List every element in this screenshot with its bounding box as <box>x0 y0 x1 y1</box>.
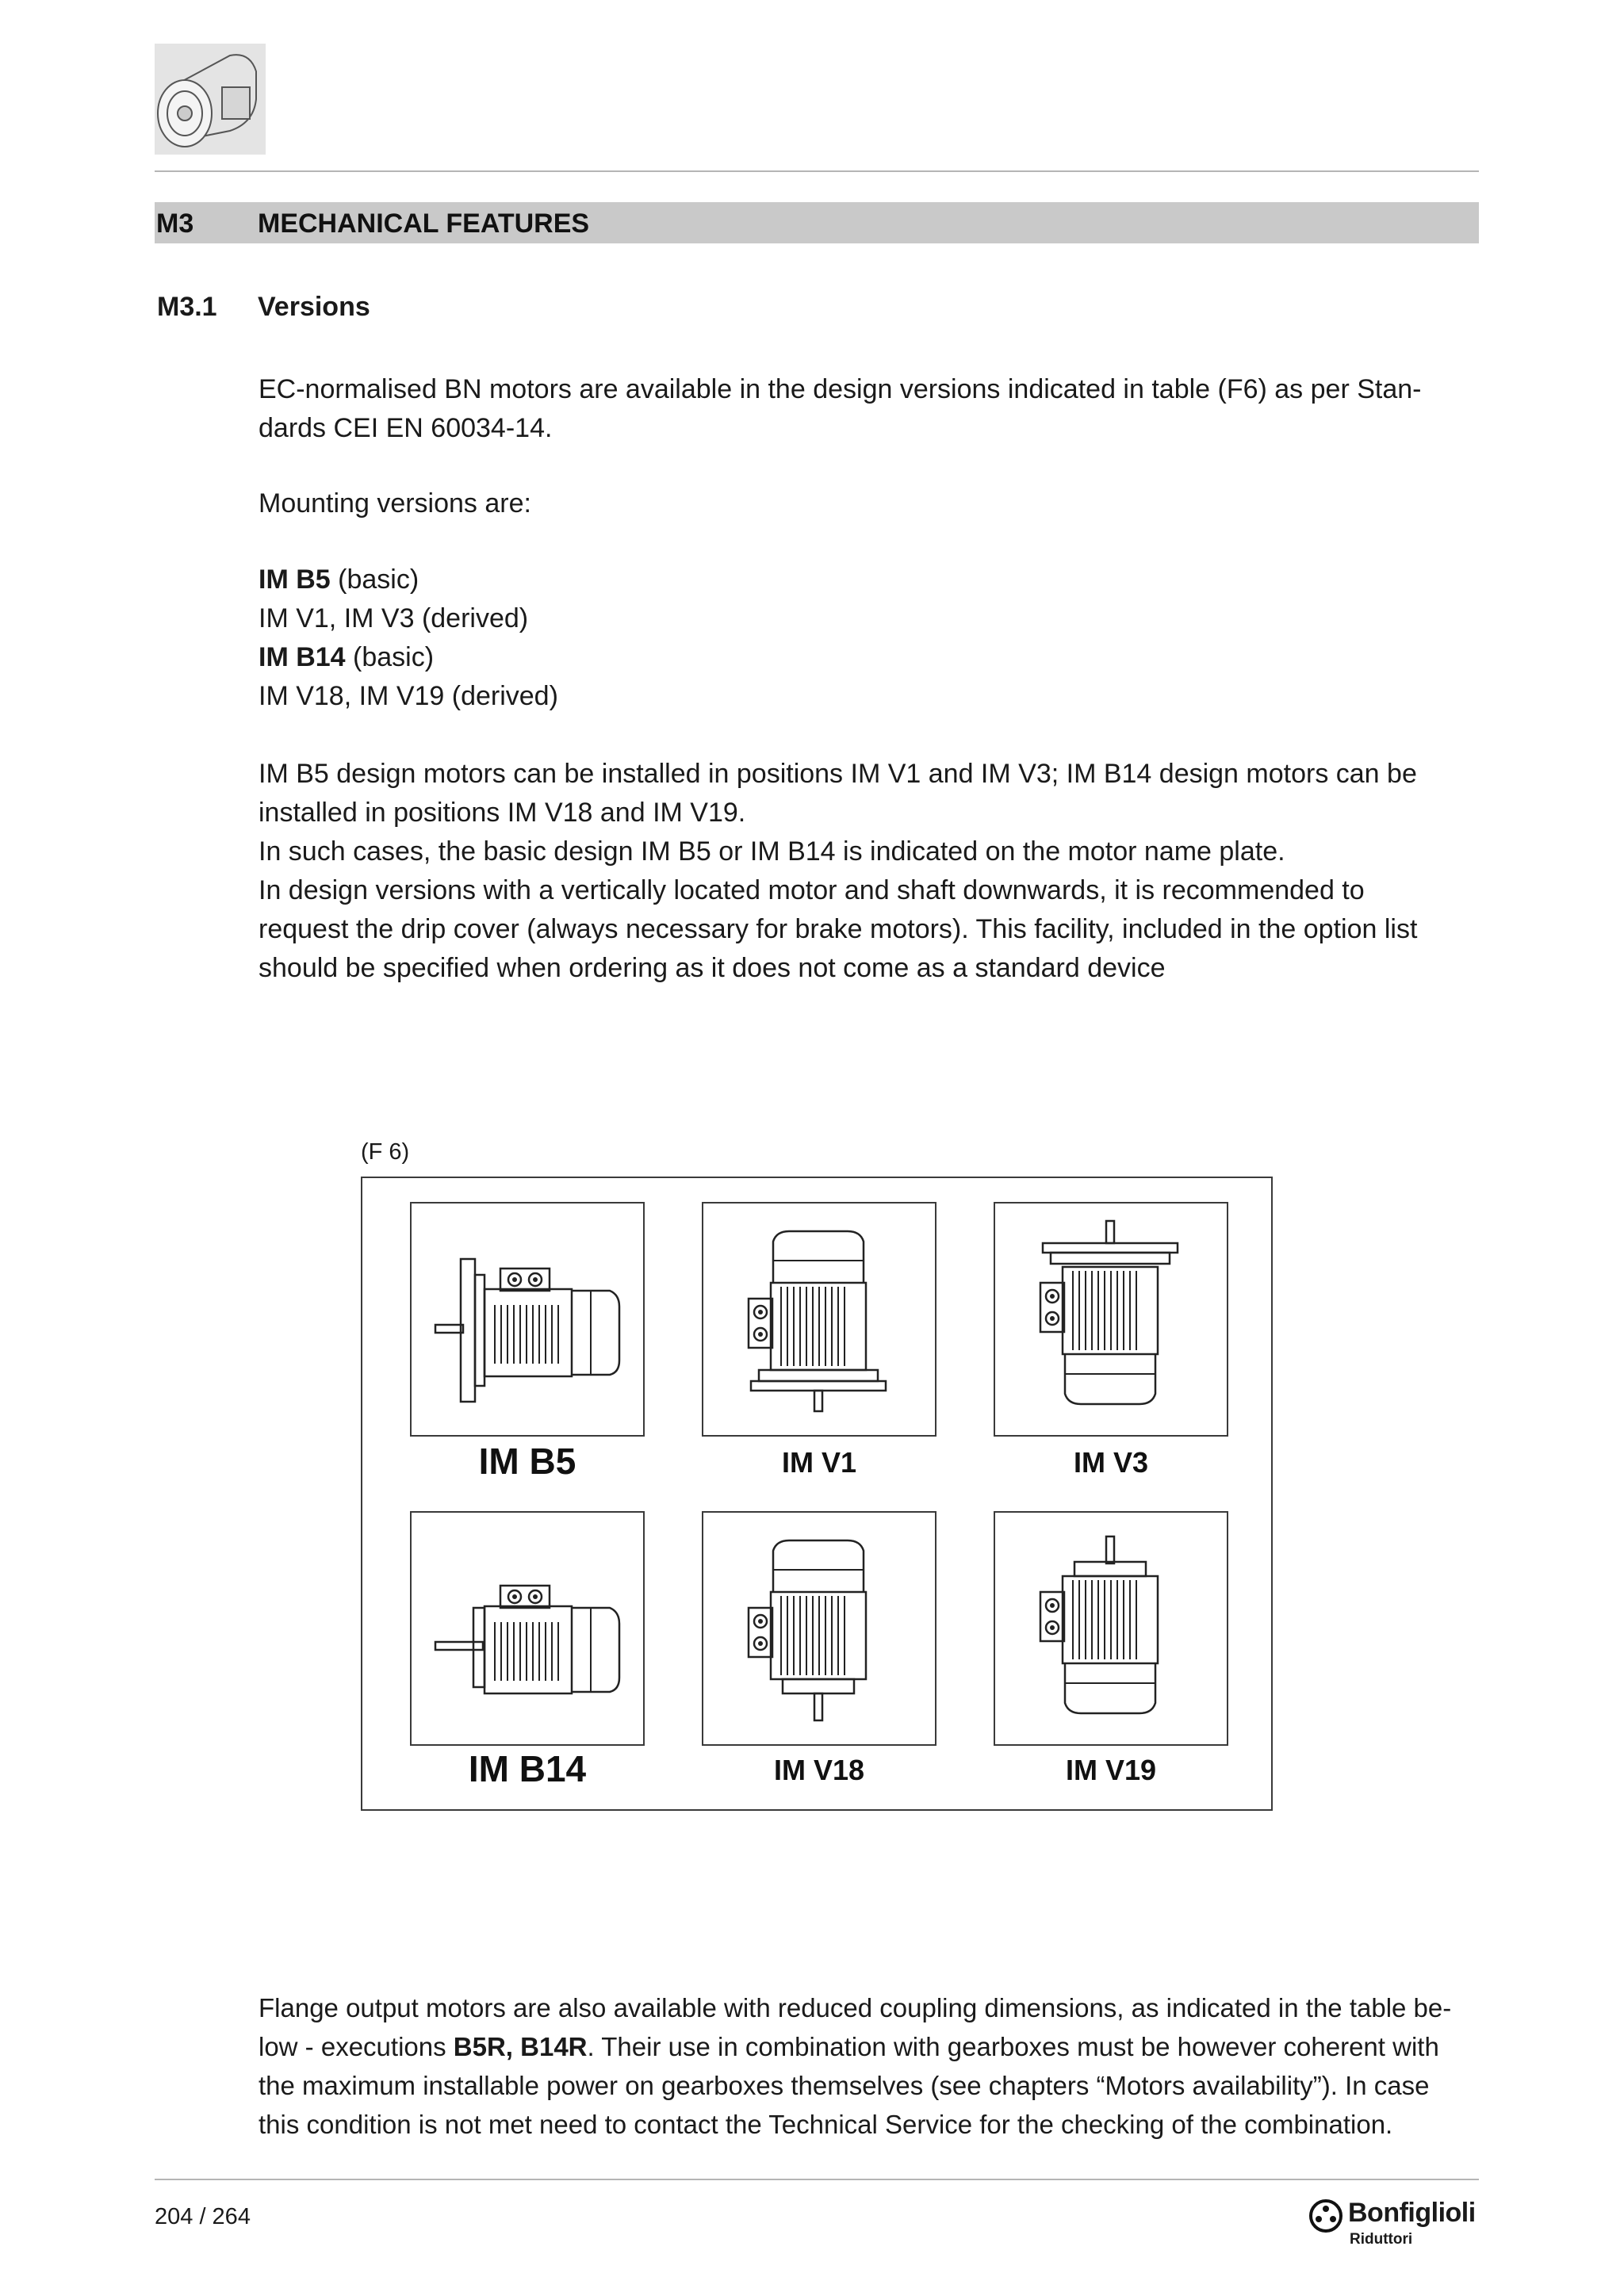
motor-vertical-shaft-up-icon <box>995 1203 1227 1435</box>
brand-subtitle: Riduttori <box>1350 2231 1413 2248</box>
motor-horizontal-flange-icon <box>412 1203 643 1435</box>
list-item: IM V18, IM V19 (derived) <box>259 681 558 711</box>
text-line: the maximum installable power on gearboxes themselves (see chapters “Motors availability”). In case <box>259 2071 1430 2100</box>
mounting-intro: Mounting versions are: <box>259 488 531 519</box>
motor-logo-icon <box>155 44 266 155</box>
footer-rule <box>155 2179 1479 2180</box>
text-line: low - executions B5R, B14R. Their use in combination with gearboxes must be however coherent with <box>259 2032 1439 2061</box>
text-line: request the drip cover (always necessary for brake motors). This facility, included in the option list <box>259 914 1418 944</box>
text-line: installed in positions IM V18 and IM V19. <box>259 798 746 828</box>
page-number: 204 / 264 <box>155 2204 251 2229</box>
text-line: IM B5 design motors can be installed in positions IM V1 and IM V3; IM B14 design motors can be <box>259 759 1417 789</box>
motor-vertical-shaft-down-icon <box>703 1513 935 1744</box>
version-caption: IM V3 <box>1073 1446 1149 1479</box>
mounting-versions-figure <box>361 1177 1273 1811</box>
version-caption: IM V19 <box>1065 1754 1157 1786</box>
text-line: Flange output motors are also available with reduced coupling dimensions, as indicated in the table be- <box>259 1993 1452 2022</box>
section-number: M3 <box>156 209 194 239</box>
version-cell <box>994 1202 1228 1437</box>
intro-paragraph <box>259 370 1464 448</box>
list-item: IM B5 (basic) <box>259 564 419 595</box>
text-line: EC-normalised BN motors are available in the design versions indicated in table (F6) as per Stan- <box>259 374 1422 404</box>
motor-horizontal-face-icon <box>412 1513 643 1744</box>
version-caption: IM V1 <box>781 1446 857 1479</box>
detail-paragraph <box>259 755 1464 988</box>
motor-vertical-shaft-up-icon <box>995 1513 1227 1744</box>
brand-logo <box>1308 2196 1479 2252</box>
brand-name: Bonfiglioli <box>1348 2198 1476 2228</box>
list-item: IM B14 (basic) <box>259 642 435 672</box>
section-title: MECHANICAL FEATURES <box>258 209 590 239</box>
text-line: In design versions with a vertically located motor and shaft downwards, it is recommended to <box>259 875 1365 905</box>
version-cell <box>702 1202 936 1437</box>
section-header-bar <box>155 202 1479 243</box>
version-caption: IM V18 <box>773 1754 865 1786</box>
text-line: dards CEI EN 60034-14. <box>259 413 553 443</box>
version-cell <box>410 1511 645 1746</box>
subsection-title: Versions <box>258 292 370 322</box>
mounting-list <box>259 561 1464 716</box>
motor-vertical-shaft-down-icon <box>703 1203 935 1435</box>
text-line: this condition is not met need to contact the Technical Service for the checking of the combination. <box>259 2110 1393 2139</box>
version-caption: IM B5 <box>478 1441 576 1482</box>
version-cell <box>702 1511 936 1746</box>
version-caption: IM B14 <box>468 1748 587 1789</box>
version-cell <box>410 1202 645 1437</box>
text-line: In such cases, the basic design IM B5 or IM B14 is indicated on the motor name plate. <box>259 836 1285 867</box>
version-cell <box>994 1511 1228 1746</box>
text-line: should be specified when ordering as it does not come as a standard device <box>259 953 1166 983</box>
subsection-number: M3.1 <box>157 292 217 322</box>
list-item: IM V1, IM V3 (derived) <box>259 603 529 633</box>
header-rule <box>155 170 1479 172</box>
bonfiglioli-mark-icon <box>1308 2198 1343 2233</box>
figure-label: (F 6) <box>361 1139 410 1165</box>
flange-paragraph <box>259 1988 1464 2144</box>
